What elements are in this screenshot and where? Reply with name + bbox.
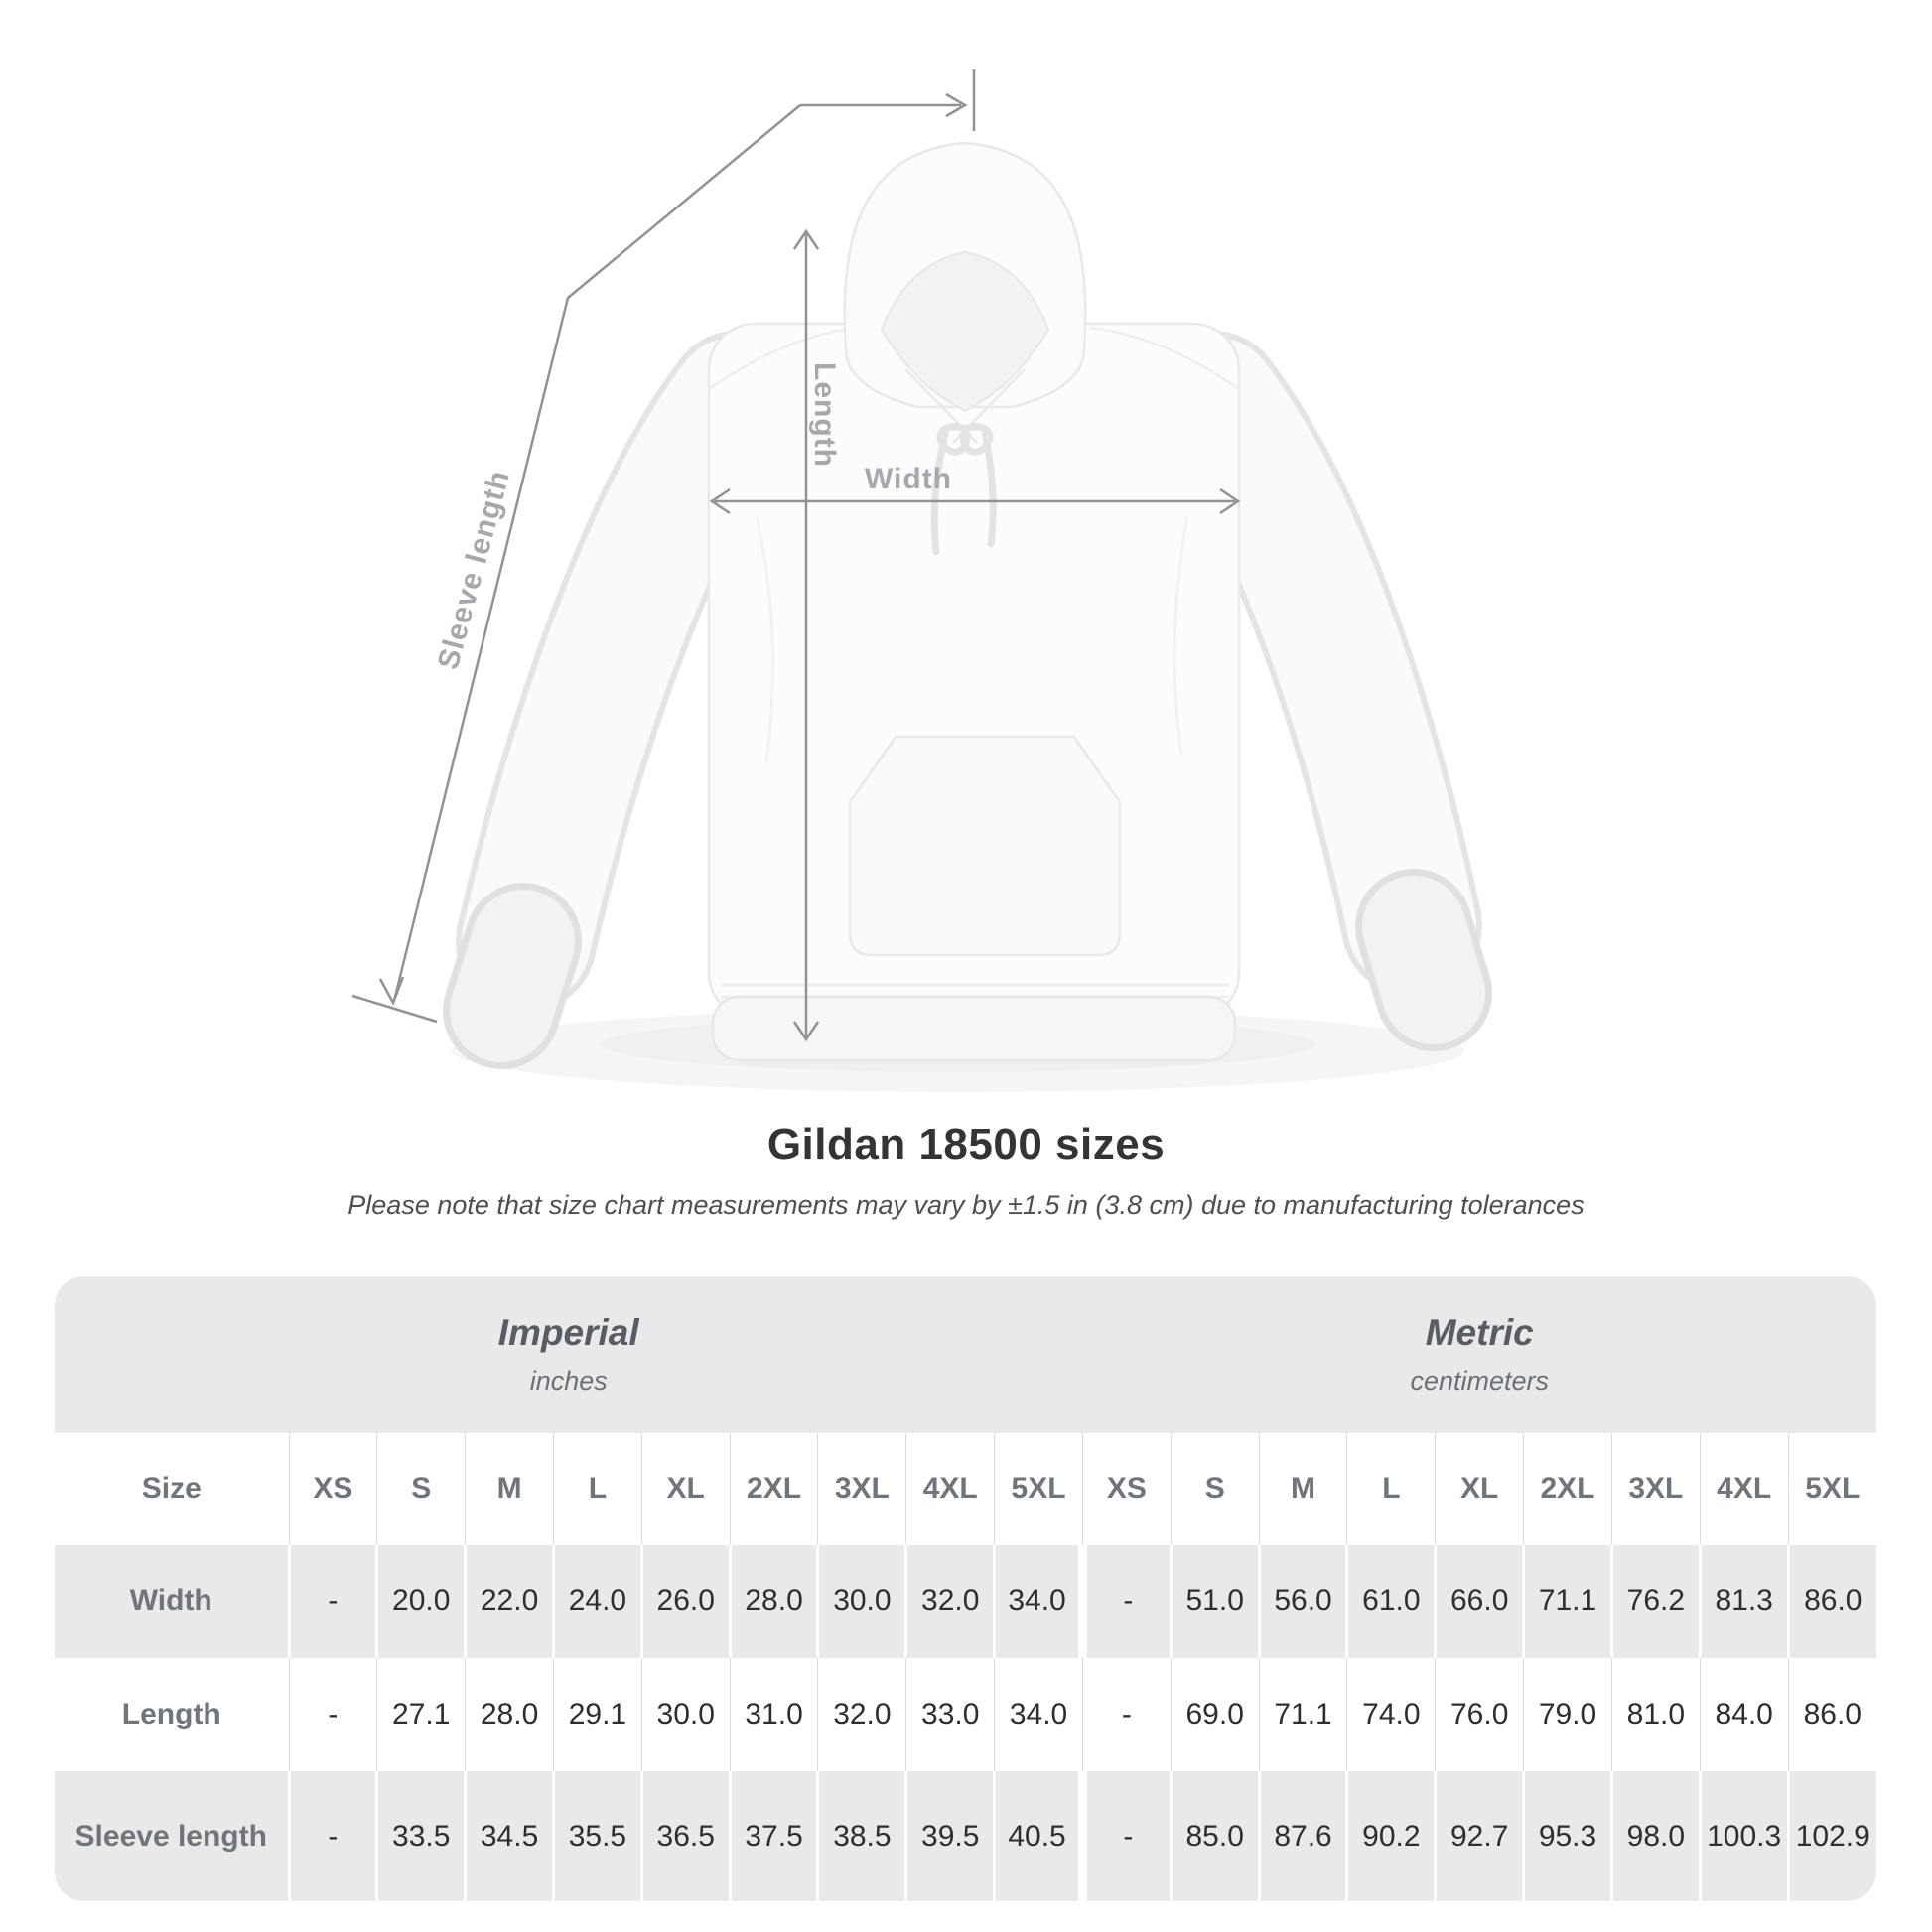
- cell: 32.0: [818, 1658, 906, 1771]
- cell: 31.0: [730, 1658, 818, 1771]
- cell: 34.0: [995, 1658, 1083, 1771]
- cell: 98.0: [1611, 1771, 1700, 1901]
- cell: 81.3: [1700, 1545, 1788, 1658]
- size-col-header: L: [553, 1433, 641, 1545]
- size-col-header: S: [1171, 1433, 1259, 1545]
- cell: 30.0: [818, 1545, 906, 1658]
- cell: -: [1082, 1658, 1171, 1771]
- size-col-header: L: [1347, 1433, 1436, 1545]
- size-chart-table: [55, 1276, 1876, 1901]
- size-col-header: XL: [1436, 1433, 1524, 1545]
- cell: 38.5: [818, 1771, 906, 1901]
- size-col-header: 4XL: [906, 1433, 995, 1545]
- size-col-header: 5XL: [995, 1433, 1083, 1545]
- cell: 33.0: [906, 1658, 995, 1771]
- cell: 29.1: [553, 1658, 641, 1771]
- cell: 86.0: [1788, 1545, 1876, 1658]
- cell: -: [289, 1658, 377, 1771]
- cell: 36.5: [641, 1771, 730, 1901]
- page-title: Gildan 18500 sizes: [766, 1120, 1166, 1169]
- cell: 71.1: [1524, 1545, 1612, 1658]
- cell: 76.0: [1436, 1658, 1524, 1771]
- size-col-header: 2XL: [1524, 1433, 1612, 1545]
- size-col-header: 3XL: [818, 1433, 906, 1545]
- unit-groups-row: [55, 1276, 1876, 1433]
- cell: 27.1: [377, 1658, 466, 1771]
- cell: 20.0: [377, 1545, 466, 1658]
- cell: 39.5: [906, 1771, 995, 1901]
- imperial-sublabel: inches: [529, 1365, 608, 1396]
- size-col-header: 4XL: [1700, 1433, 1788, 1545]
- cell: 66.0: [1436, 1545, 1524, 1658]
- size-col-header: M: [466, 1433, 554, 1545]
- cell: 100.3: [1700, 1771, 1788, 1901]
- cell: 32.0: [906, 1545, 995, 1658]
- size-col-header: XS: [289, 1433, 377, 1545]
- cell: 92.7: [1436, 1771, 1524, 1901]
- length-measure-label: Length: [808, 362, 841, 468]
- cell: 51.0: [1171, 1545, 1259, 1658]
- size-col-header: 2XL: [730, 1433, 818, 1545]
- cell: -: [1082, 1771, 1171, 1901]
- sleeve-length-measure-label: Sleeve length: [431, 466, 517, 673]
- cell: 35.5: [553, 1771, 641, 1901]
- cell: 24.0: [553, 1545, 641, 1658]
- table-row-width: [55, 1545, 1876, 1658]
- cell: 61.0: [1347, 1545, 1436, 1658]
- cell: 79.0: [1524, 1658, 1612, 1771]
- size-col-header: XS: [1082, 1433, 1171, 1545]
- row-label: Width: [55, 1545, 289, 1658]
- cell: 28.0: [466, 1658, 554, 1771]
- cell: 30.0: [641, 1658, 730, 1771]
- cell: 34.5: [466, 1771, 554, 1901]
- metric-unit-header: [1082, 1276, 1876, 1433]
- size-col-header: M: [1259, 1433, 1347, 1545]
- kangaroo-pocket: [850, 737, 1120, 955]
- cell: 90.2: [1347, 1771, 1436, 1901]
- cell: 81.0: [1611, 1658, 1700, 1771]
- cell: 87.6: [1259, 1771, 1347, 1901]
- cell: 28.0: [730, 1545, 818, 1658]
- size-col-header: 3XL: [1611, 1433, 1700, 1545]
- table-row-length: [55, 1658, 1876, 1771]
- cell: -: [289, 1545, 377, 1658]
- row-label: Length: [55, 1658, 289, 1771]
- table-row-sleeve-length: [55, 1771, 1876, 1901]
- cell: 22.0: [466, 1545, 554, 1658]
- cell: 74.0: [1347, 1658, 1436, 1771]
- cell: 69.0: [1171, 1658, 1259, 1771]
- cell: 40.5: [995, 1771, 1083, 1901]
- metric-sublabel: centimeters: [1410, 1365, 1549, 1396]
- cell: 76.2: [1611, 1545, 1700, 1658]
- size-col-header: 5XL: [1788, 1433, 1876, 1545]
- metric-label: Metric: [1425, 1311, 1534, 1353]
- imperial-label: Imperial: [497, 1311, 639, 1353]
- cell: 95.3: [1524, 1771, 1612, 1901]
- size-col-header: S: [377, 1433, 466, 1545]
- cell: 102.9: [1788, 1771, 1876, 1901]
- cell: 84.0: [1700, 1658, 1788, 1771]
- cell: 33.5: [377, 1771, 466, 1901]
- imperial-unit-header: [55, 1276, 1082, 1433]
- cell: 86.0: [1788, 1658, 1876, 1771]
- cell: 85.0: [1171, 1771, 1259, 1901]
- size-header-row: [55, 1433, 1876, 1545]
- cell: 37.5: [730, 1771, 818, 1901]
- size-col-header: XL: [641, 1433, 730, 1545]
- width-measure-label: Width: [864, 463, 953, 495]
- cell: 26.0: [641, 1545, 730, 1658]
- cell: -: [289, 1771, 377, 1901]
- cell: -: [1082, 1545, 1171, 1658]
- tolerance-note: Please note that size chart measurements may vary by ±1.5 in (3.8 cm) due to manufacturing tolerances: [347, 1190, 1585, 1220]
- cell: 71.1: [1259, 1658, 1347, 1771]
- cell: 56.0: [1259, 1545, 1347, 1658]
- cell: 34.0: [995, 1545, 1083, 1658]
- row-label: Sleeve length: [55, 1771, 289, 1901]
- size-corner-label: Size: [55, 1433, 289, 1545]
